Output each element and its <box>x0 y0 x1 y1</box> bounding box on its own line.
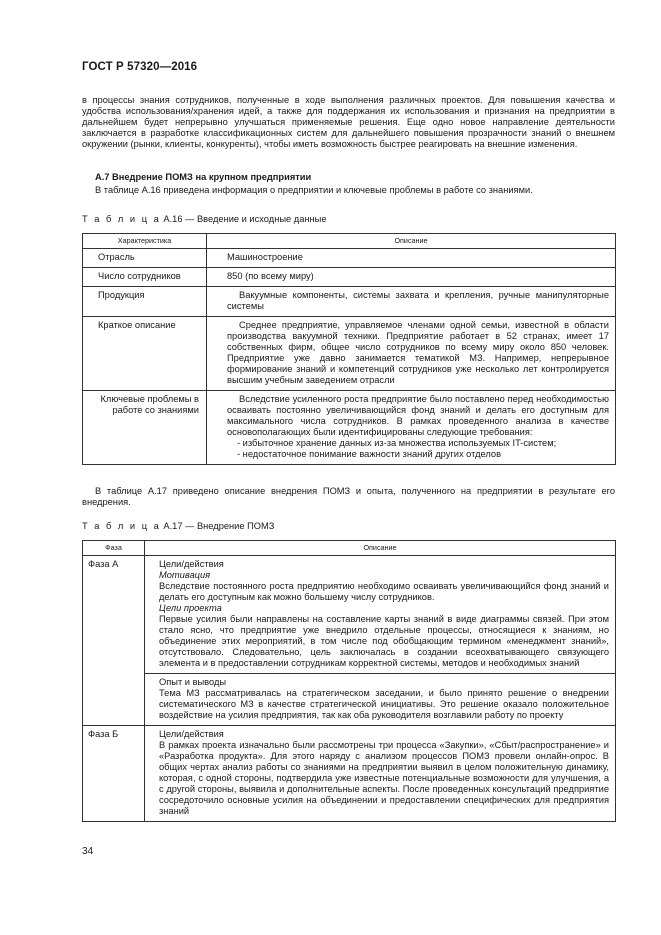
table-a16-caption <box>82 214 326 225</box>
table-row <box>83 674 616 726</box>
project-goals-title: Цели проекта <box>159 603 222 613</box>
table-header-row <box>83 234 616 249</box>
row-value-text: Вакуумные компоненты, системы захвата и крепления, ручные манипуляторные системы <box>227 290 609 311</box>
phase-text: В рамках проекта изначально были рассмотрены три процесса «Закупки», «Сбыт/распространение» и «Разработка продукта». Для этого наряду с анализом процессов ПОМЗ провели онлайн-опрос. В общих чертах анализ работы со знаниями на предприятии выявил в целом положительную динамику, которая, с одной стороны, подтвердила уже известные потенциальные возможности для улучшения, а с другой стороны, выявила и дополнительные аспекты. После проведенных консультаций предприятие сосредоточило основные усилия на объединении и предоставлении специфических для предприятия знаний <box>159 740 609 816</box>
table-caption-title: А.16 — Введение и исходные данные <box>160 214 327 224</box>
row-value-text: Среднее предприятие, управляемое членами одной семьи, известной в области производства вакуумной техники. Предприятие работает в 52 странах, имеет 17 собственных фирм, общее число сотрудников по всему миру около 850 человек. Предприятие уже давно занимается тематикой МЗ. Например, непрерывное формирование знаний и компетенций сотрудников уже несколько лет контролируется высшим учебным заведением отрасли <box>227 320 609 385</box>
phase-content <box>145 556 616 674</box>
page-number: 34 <box>82 846 94 857</box>
table-a17-caption <box>82 521 274 532</box>
column-header: Описание <box>145 541 616 556</box>
between-paragraph-block <box>82 486 615 508</box>
table-a17 <box>82 540 616 822</box>
column-header: Фаза <box>83 541 145 556</box>
list-item: - избыточное хранение данных из-за множества используемых IT-систем; <box>237 438 557 448</box>
row-label: Ключевые проблемы в работе со знаниями <box>83 391 207 465</box>
column-header: Описание <box>207 234 616 249</box>
motivation-text: Вследствие постоянного роста предприятию необходимо осваивать увеличивающийся фонд знаний и делать его доступным как можно большему числу сотрудников. <box>159 581 609 602</box>
intro-paragraph-block <box>82 95 615 150</box>
table-caption-prefix: Т а б л и ц а <box>82 521 161 531</box>
phase-content <box>145 674 616 726</box>
table-row <box>83 287 616 317</box>
row-label: Продукция <box>83 287 207 317</box>
table-a16 <box>82 233 616 465</box>
phase-label: Фаза Б <box>83 726 145 822</box>
experience-title: Опыт и выводы <box>159 677 227 687</box>
phase-content <box>145 726 616 822</box>
column-header: Характеристика <box>83 234 207 249</box>
table-header-row <box>83 541 616 556</box>
row-label: Число сотрудников <box>83 268 207 287</box>
project-goals-text: Первые усилия были направлены на составление карты знаний в виде диаграммы связей. При этом стало ясно, что предприятие уже внедрило отдельные процессы, относящиеся к знаниям, но объединение этих мероприятий, в том числе под обобщающим термином «менеджмент знаний», отсутствовало. Следовательно, цель заключалась в создании всеохватывающего связующего элемента и в предоставлении сотрудникам корректной системы, методов и необходимых знаний <box>159 614 609 668</box>
goals-title: Цели/действия <box>159 729 224 739</box>
row-value <box>207 317 616 391</box>
row-value: 850 (по всему миру) <box>207 268 616 287</box>
phase-label: Фаза А <box>83 556 145 726</box>
table-row <box>83 268 616 287</box>
table-row <box>83 556 616 674</box>
table-row <box>83 726 616 822</box>
table-caption-prefix: Т а б л и ц а <box>82 214 161 224</box>
row-value <box>207 391 616 465</box>
table-row <box>83 391 616 465</box>
goals-title: Цели/действия <box>159 559 224 569</box>
section-heading: А.7 Внедрение ПОМЗ на крупном предприятии <box>95 172 312 182</box>
row-value: Машиностроение <box>207 249 616 268</box>
table-caption-title: А.17 — Внедрение ПОМЗ <box>160 521 275 531</box>
section-text: В таблице А.16 приведена информация о предприятии и ключевые проблемы в работе со знаниями. <box>95 185 533 195</box>
between-paragraph: В таблице А.17 приведено описание внедрения ПОМЗ и опыта, полученного на предприятии в результате его внедрения. <box>82 486 615 507</box>
row-value <box>207 287 616 317</box>
list-item: - недостаточное понимание важности знаний других отделов <box>237 449 502 459</box>
row-label: Краткое описание <box>83 317 207 391</box>
experience-text: Тема МЗ рассматривалась на стратегическом заседании, и было принято решение о внедрении систематического МЗ в качестве стратегической инициативы. Это решение оказало положительное воздействие на усилия предприятия, так как оба руководителя возглавили работу по проекту <box>159 688 609 720</box>
motivation-title: Мотивация <box>159 570 211 580</box>
row-label: Отрасль <box>83 249 207 268</box>
document-code: ГОСТ Р 57320—2016 <box>82 61 198 73</box>
table-row <box>83 317 616 391</box>
row-value-text: Вследствие усиленного роста предприятие было поставлено перед необходимостью осваивать постоянно увеличивающийся фонд знаний и делать его доступным для максимального числа сотрудников. В рамках проведенного анализа в качестве основополагающих были идентифицированы следующие требования: <box>227 394 609 437</box>
table-row <box>83 249 616 268</box>
intro-paragraph: в процессы знания сотрудников, полученные в ходе выполнения различных проектов. Для повышения качества и удобства использования/хранения идей, а также для поддержания их использования и признания на предприятии в дальнейшем будет непрерывно улучшаться применяемые решения. Еще одно новое направление деятельности заключается в разработке классификационных систем для дальнейшего повышения прозрачности знаний о внешнем окружении (рынки, клиенты, конкуренты), чтобы иметь возможность быстрее реагировать на внешние изменения. <box>82 95 615 149</box>
